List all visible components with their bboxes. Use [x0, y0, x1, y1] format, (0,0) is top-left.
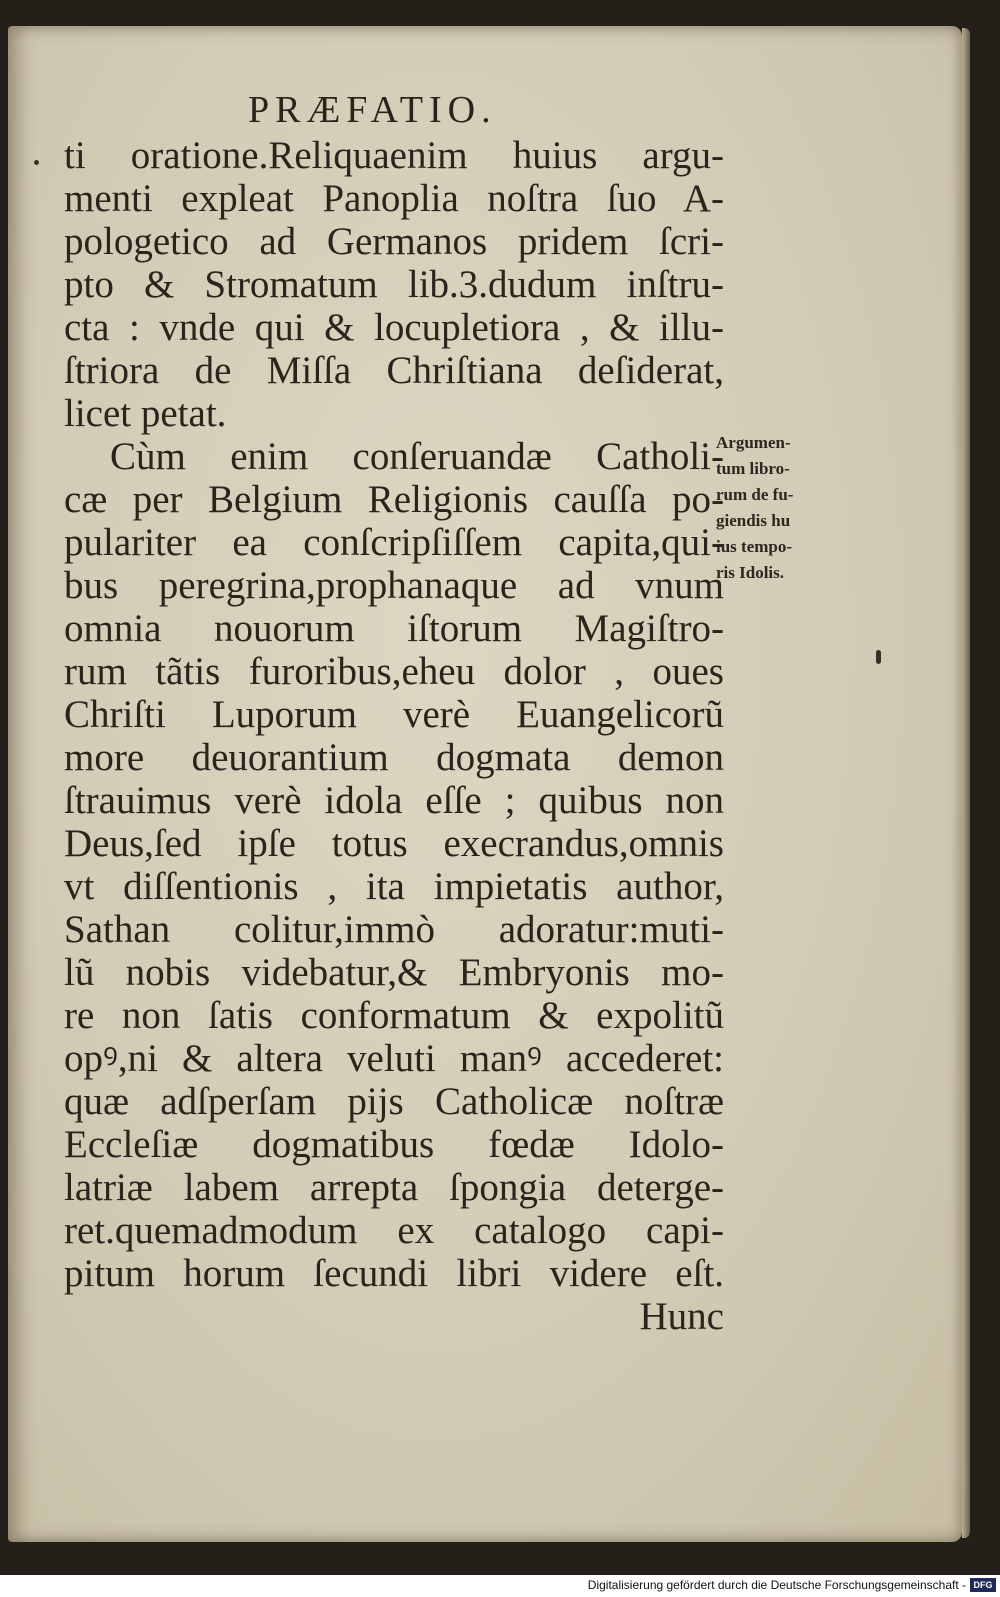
- marginal-line: rum de fu-: [716, 485, 794, 504]
- text-line: menti expleat Panoplia noſtra ſuo A-: [64, 177, 724, 220]
- running-head: PRÆFATIO.: [248, 89, 497, 131]
- text-line: quæ adſperſam pijs Catholicæ noſtræ: [64, 1080, 724, 1123]
- text-line: latriæ labem arrepta ſpongia deterge-: [64, 1166, 724, 1209]
- text-line: vt diſſentionis , ita impietatis author,: [64, 865, 724, 908]
- text-line: pitum horum ſecundi libri videre eſt.: [64, 1252, 724, 1295]
- text-line: re non ſatis conformatum & expolitũ: [64, 994, 724, 1037]
- text-line: omnia nouorum iſtorum Magiſtro-: [64, 607, 724, 650]
- text-line: rum tãtis furoribus,eheu dolor , oues: [64, 650, 724, 693]
- text-line: ſtrauimus verè idola eſſe ; quibus non: [64, 779, 724, 822]
- page-edge: [962, 28, 970, 1538]
- catchword: Hunc: [639, 1295, 724, 1338]
- text-line: pulariter ea conſcripſiſſem capita,qui-: [64, 521, 724, 564]
- body-text: [64, 134, 724, 1338]
- text-line: cæ per Belgium Religionis cauſſa po-: [64, 478, 724, 521]
- marginal-line: tum libro-: [716, 459, 790, 478]
- marginal-note: [716, 430, 856, 586]
- text-line: Chriſti Luporum verè Euangelicorũ: [64, 693, 724, 736]
- text-line: more deuorantium dogmata demon: [64, 736, 724, 779]
- marginal-line: ris Idolis.: [716, 563, 785, 582]
- text-line: ti oratione.Reliquaenim huius argu-: [64, 134, 724, 177]
- text-line: pologetico ad Germanos pridem ſcri-: [64, 220, 724, 263]
- text-line: Cùm enim conſeruandæ Catholi-: [110, 435, 724, 478]
- marginal-line: Argumen-: [716, 433, 791, 452]
- text-line: lũ nobis videbatur,& Embryonis mo-: [64, 951, 724, 994]
- footer-credit: Digitalisierung gefördert durch die Deutsche Forschungsgemeinschaft -: [587, 1578, 966, 1592]
- text-line: cta : vnde qui & locupletiora , & illu-: [64, 306, 724, 349]
- text-line: ſtriora de Miſſa Chriſtiana deſiderat,: [64, 349, 724, 392]
- text-line: ret.quemadmodum ex catalogo capi-: [64, 1209, 724, 1252]
- marginal-line: giendis hu: [716, 511, 791, 530]
- text-line: Deus,ſed ipſe totus execrandus,omnis: [64, 822, 724, 865]
- text-line: bus peregrina,prophanaque ad vnum: [64, 564, 724, 607]
- text-line: pto & Stromatum lib.3.dudum inſtru-: [64, 263, 724, 306]
- text-line: Eccleſiæ dogmatibus fœdæ Idolo-: [64, 1123, 724, 1166]
- paper-blemish: [876, 650, 881, 664]
- dfg-logo: DFG: [970, 1578, 996, 1592]
- marginal-line: ius tempo-: [716, 537, 793, 556]
- text-line: licet petat.: [64, 392, 227, 435]
- text-line: opꝰ,ni & altera veluti manꝰ accederet:: [64, 1037, 724, 1080]
- text-line: Sathan colitur,immò adoratur:muti-: [64, 908, 724, 951]
- margin-mark: [34, 160, 39, 165]
